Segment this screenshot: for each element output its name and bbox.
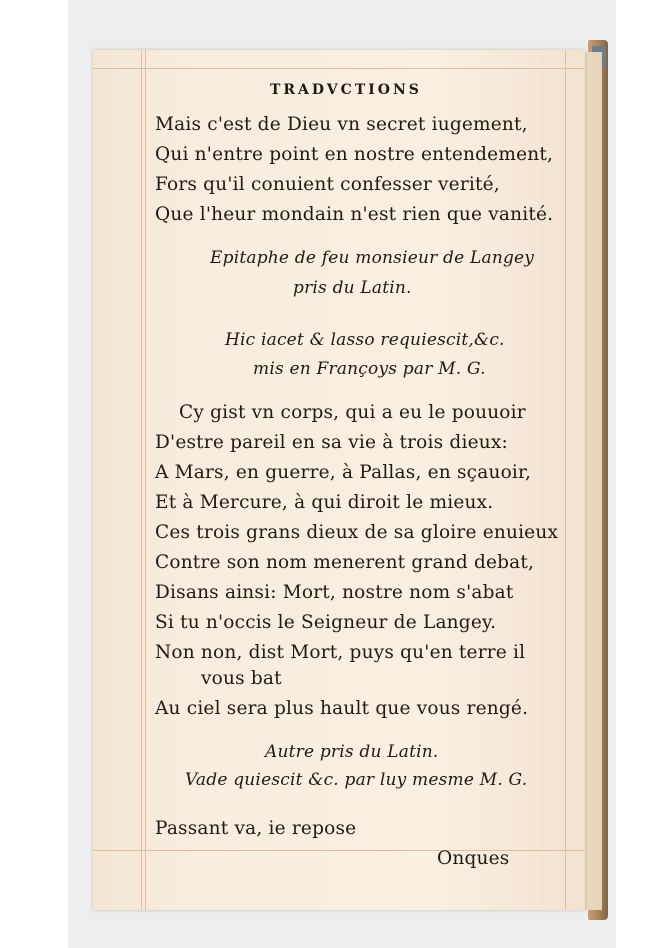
margin-rule-top: [93, 68, 585, 69]
verse-line: Passant va, ie repose: [155, 818, 357, 839]
verse-line: Ces trois grans dieux de sa gloire enuieux: [155, 522, 559, 543]
epitaph-title: Epitaphe de feu monsieur de Langey: [210, 248, 535, 268]
verse-line: Au ciel sera plus hault que vous rengé.: [155, 698, 529, 719]
verse-line: Que l'heur mondain n'est rien que vanité.: [155, 204, 554, 225]
verse-line: Qui n'entre point en nostre entendement,: [155, 144, 554, 165]
margin-rule-left: [141, 50, 142, 910]
running-head: TRADVCTIONS: [270, 82, 422, 98]
verse-line: Non non, dist Mort, puys qu'en terre il: [155, 642, 526, 663]
verse-line: Disans ainsi: Mort, nostre nom s'abat: [155, 582, 514, 603]
latin-incipit: Hic iacet & lasso requiescit,&c.: [225, 330, 505, 350]
verse-line: Mais c'est de Dieu vn secret iugement,: [155, 114, 528, 135]
translator-note: mis en Françoys par M. G.: [253, 359, 486, 379]
catchword: Onques: [437, 848, 510, 869]
epitaph-subtitle: pris du Latin.: [293, 278, 412, 298]
verse-line: Cy gist vn corps, qui a eu le pouuoir: [179, 402, 526, 423]
autre-title: Autre pris du Latin.: [265, 742, 439, 762]
margin-rule-bottom: [93, 850, 585, 851]
verse-line: Si tu n'occis le Seigneur de Langey.: [155, 612, 497, 633]
verse-line: D'estre pareil en sa vie à trois dieux:: [155, 432, 508, 453]
verse-line: Fors qu'il conuient confesser verité,: [155, 174, 500, 195]
verse-line: Contre son nom menerent grand debat,: [155, 552, 535, 573]
verse-line: A Mars, en guerre, à Pallas, en sçauoir,: [155, 462, 532, 483]
verse-line: Et à Mercure, à qui diroit le mieux.: [155, 492, 494, 513]
margin-rule-left-inner: [145, 50, 146, 910]
vade-line: Vade quiescit &c. par luy mesme M. G.: [185, 770, 528, 790]
book-page: [93, 50, 585, 910]
margin-rule-right: [565, 50, 566, 910]
verse-line-turnover: vous bat: [201, 668, 282, 689]
